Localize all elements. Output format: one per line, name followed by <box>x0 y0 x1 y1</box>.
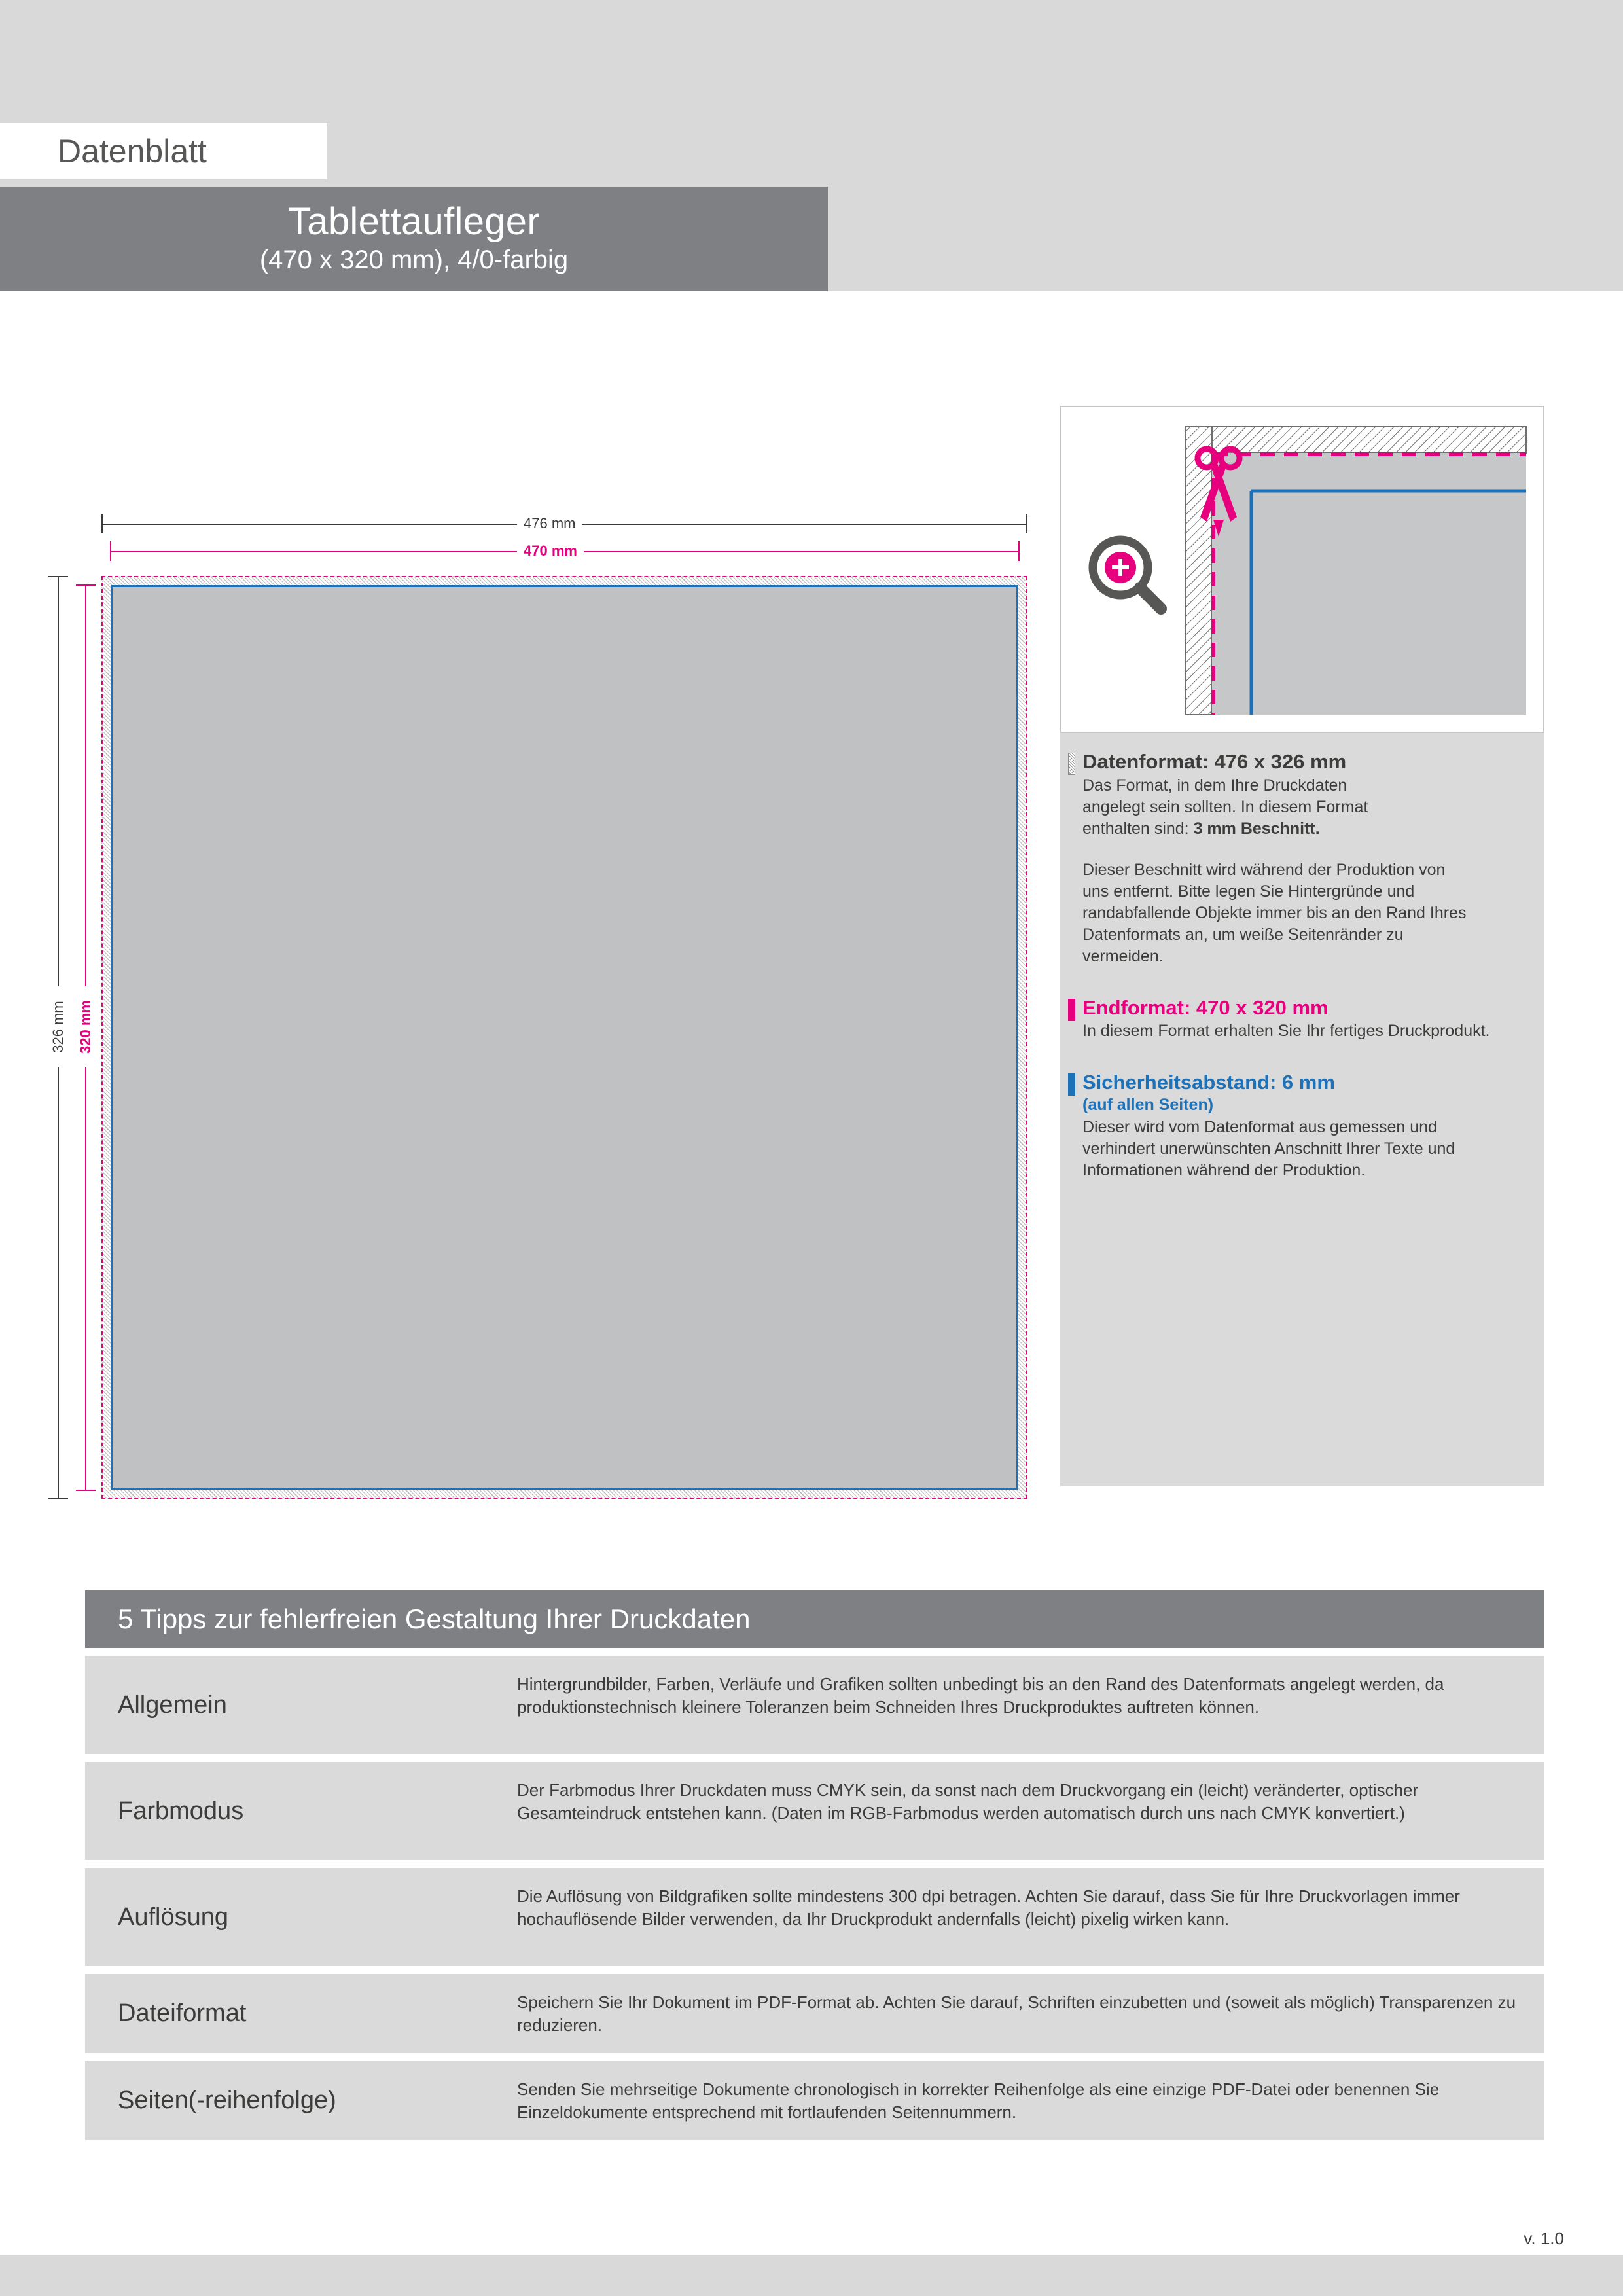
dim-tick-outer-left <box>101 514 103 533</box>
zoom-detail-box <box>1060 406 1544 733</box>
tip-text-aufloesung: Die Auflösung von Bildgrafiken sollte mindestens 300 dpi betragen. Achten Sie darauf, dass Sie für Ihre Druckvorlagen immer hochauflösende Bilder verwenden, da Ihr Druckprodukt andernfalls (leicht) pixelig wirken kann. <box>517 1886 1460 1929</box>
legend-line-2: angelegt sein sollten. In diesem Format <box>1082 797 1368 816</box>
legend-datenformat-text <box>1082 775 1522 840</box>
table-row <box>85 2061 1544 2140</box>
dim-tick-inner-left <box>110 541 111 561</box>
table-row <box>85 1974 1544 2053</box>
product-preview-rect <box>101 576 1027 1499</box>
trim-area <box>111 585 1018 1490</box>
format-diagram <box>0 291 1060 1469</box>
blue-marker-icon <box>1068 1073 1075 1096</box>
pink-marker-icon <box>1068 999 1075 1021</box>
tip-text-allgemein: Hintergrundbilder, Farben, Verläufe und Grafiken sollten unbedingt bis an den Rand des Datenformats angelegt werden, da produktionstechnisch kleinere Toleranzen beim Schneiden Ihres Druckproduktes auftreten können. <box>517 1674 1444 1717</box>
header-title-block <box>0 187 828 291</box>
legend-line-1: Das Format, in dem Ihre Druckdaten <box>1082 776 1347 795</box>
dim-tick-outer-right <box>1026 514 1027 533</box>
footer-band <box>0 2255 1623 2296</box>
tip-label-seitenreihenfolge: Seiten(-reihenfolge) <box>118 2087 336 2115</box>
dim-tick-inner-right <box>1018 541 1020 561</box>
legend-datenformat-paragraph: Dieser Beschnitt wird während der Produktion von uns entfernt. Bitte legen Sie Hintergründe und randabfallende Objekte immer bis an den Rand Ihres Datenformats an, um weiße Seitenränder zu vermeiden. <box>1082 860 1467 965</box>
table-row <box>85 1656 1544 1754</box>
tip-label-allgemein: Allgemein <box>118 1691 227 1719</box>
tip-text-dateiformat: Speichern Sie Ihr Dokument im PDF-Format ab. Achten Sie darauf, Schriften einzubetten und (soweit als möglich) Transparenzen zu reduzieren. <box>517 1992 1516 2035</box>
tips-heading: 5 Tipps zur fehlerfreien Gestaltung Ihrer Druckdaten <box>85 1590 1544 1648</box>
legend-safety-title: Sicherheitsabstand: 6 mm <box>1082 1071 1335 1094</box>
legend-endformat-title: Endformat: 470 x 320 mm <box>1082 996 1329 1019</box>
dim-label-width-inner: 470 mm <box>517 543 584 560</box>
tip-label-farbmodus: Farbmodus <box>118 1797 244 1825</box>
hatch-marker-icon <box>1068 753 1075 775</box>
dim-tick-h-inner-top <box>76 584 96 586</box>
tip-label-aufloesung: Auflösung <box>118 1903 229 1931</box>
header-band <box>0 0 1623 291</box>
dim-label-width-outer: 476 mm <box>517 515 582 532</box>
datenblatt-tab <box>0 123 327 179</box>
version-label: v. 1.0 <box>1524 2229 1564 2248</box>
legend-datenformat-title: Datenformat: 476 x 326 mm <box>1082 750 1347 773</box>
magnifier-plus-icon <box>1093 540 1161 609</box>
dim-tick-h-inner-bottom <box>76 1490 96 1491</box>
table-row <box>85 1868 1544 1966</box>
page-title: Tablettaufleger <box>288 200 540 243</box>
tip-text-farbmodus: Der Farbmodus Ihrer Druckdaten muss CMYK sein, da sonst nach dem Druckvorgang ein (leicht) veränderter, optischer Gesamteindruck entstehen kann. (Daten im RGB-Farbmodus werden automatisch durch uns nach CMYK konvertiert.) <box>517 1780 1419 1823</box>
dim-tick-h-outer-bottom <box>48 1498 68 1499</box>
dim-label-height-inner: 320 mm <box>73 986 98 1067</box>
bleed-area <box>101 576 1027 1499</box>
legend-safety-paragraph: Dieser wird vom Datenformat aus gemessen und verhindert unerwünschten Anschnitt Ihrer Texte und Informationen während der Produktion. <box>1082 1118 1455 1180</box>
legend-line-3: enthalten sind: <box>1082 819 1194 838</box>
dim-tick-h-outer-top <box>48 576 68 577</box>
info-panel <box>1060 406 1544 1486</box>
legend-sicherheitsabstand <box>1082 1071 1522 1181</box>
tips-section <box>85 1590 1544 2140</box>
datenblatt-tab-label: Datenblatt <box>58 133 207 170</box>
tip-text-seitenreihenfolge: Senden Sie mehrseitige Dokumente chronologisch in korrekter Reihenfolge als eine einzige PDF-Datei oder benennen Sie Einzeldokumente entsprechend mit fortlaufenden Seitennummern. <box>517 2079 1440 2122</box>
safety-area <box>119 594 1010 1481</box>
dim-label-height-outer: 326 mm <box>46 986 71 1067</box>
tip-label-dateiformat: Dateiformat <box>118 2000 247 2028</box>
table-row <box>85 1762 1544 1860</box>
legend-bleed-bold: 3 mm Beschnitt. <box>1193 819 1320 838</box>
legend-endformat <box>1082 996 1522 1043</box>
zoom-detail-illustration <box>1061 407 1543 732</box>
legend-safety-subtitle: (auf allen Seiten) <box>1082 1095 1214 1114</box>
legend-datenformat <box>1082 750 1522 967</box>
page-subtitle: (470 x 320 mm), 4/0-farbig <box>259 245 569 275</box>
legend-box <box>1060 733 1544 1486</box>
legend-endformat-paragraph: In diesem Format erhalten Sie Ihr fertiges Druckprodukt. <box>1082 1022 1490 1041</box>
